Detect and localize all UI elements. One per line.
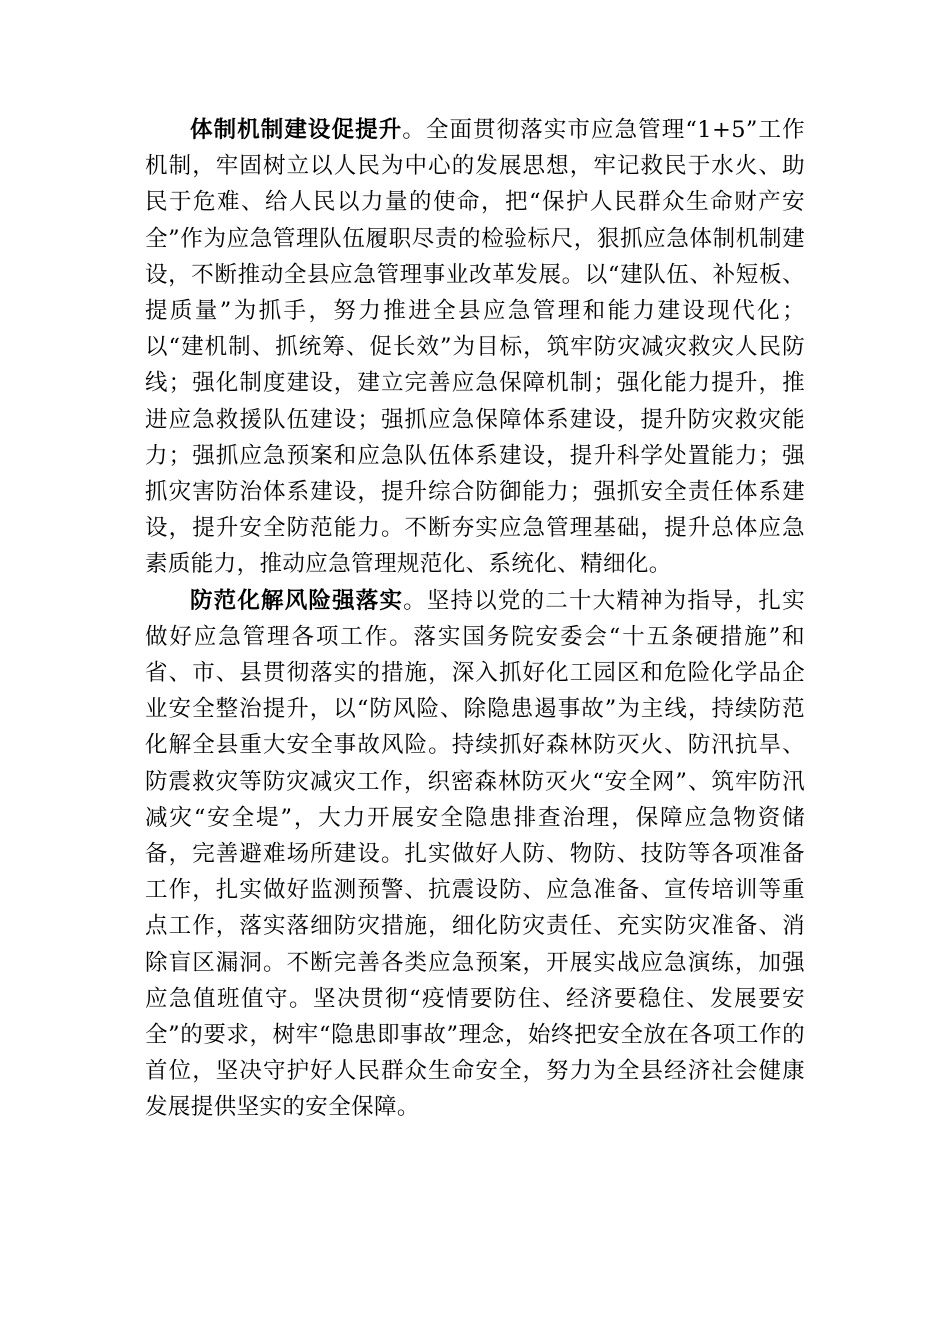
paragraph-heading: 防范化解风险强落实 <box>190 587 404 614</box>
paragraph-institution-mechanism <box>145 112 805 583</box>
paragraph-body: 。坚持以党的二十大精神为指导，扎实做好应急管理各项工作。落实国务院安委会“十五条硬措施”和省、市、县贯彻落实的措施，深入抓好化工园区和危险化学品企业安全整治提升，以“防风险、除隐患遏事故”为主线，持续防范化解全县重大安全事故风险。持续抓好森林防灭火、防汛抗旱、防震救灾等防灾减灾工作，织密森林防灭火“安全网”、筑牢防汛减灾“安全堤”，大力开展安全隐患排查治理，保障应急物资储备，完善避难场所建设。扎实做好人防、物防、技防等各项准备工作，扎实做好监测预警、抗震设防、应急准备、宣传培训等重点工作，落实落细防灾措施，细化防灾责任、充实防灾准备、消除盲区漏洞。不断完善各类应急预案，开展实战应急演练，加强应急值班值守。坚决贯彻“疫情要防住、经济要稳住、发展要安全”的要求，树牢“隐患即事故”理念，始终把安全放在各项工作的首位，坚决守护好人民群众生命安全，努力为全县经济社会健康发展提供坚实的安全保障。 <box>145 587 805 1121</box>
paragraph-heading: 体制机制建设促提升 <box>190 117 403 143</box>
paragraph-risk-prevention <box>145 583 805 1126</box>
document-page <box>145 112 805 1126</box>
paragraph-body: 。全面贯彻落实市应急管理“1+5”工作机制，牢固树立以人民为中心的发展思想，牢记救民于水火、助民于危难、给人民以力量的使命，把“保护人民群众生命财产安全”作为应急管理队伍履职尽责的检验标尺，狠抓应急体制机制建设，不断推动全县应急管理事业改革发展。以“建队伍、补短板、提质量”为抓手，努力推进全县应急管理和能力建设现代化；以“建机制、抓统筹、促长效”为目标，筑牢防灾减灾救灾人民防线；强化制度建设，建立完善应急保障机制；强化能力提升，推进应急救援队伍建设；强抓应急保障体系建设，提升防灾救灾能力；强抓应急预案和应急队伍体系建设，提升科学处置能力；强抓灾害防治体系建设，提升综合防御能力；强抓安全责任体系建设，提升安全防范能力。不断夯实应急管理基础，提升总体应急素质能力，推动应急管理规范化、系统化、精细化。 <box>145 117 806 578</box>
